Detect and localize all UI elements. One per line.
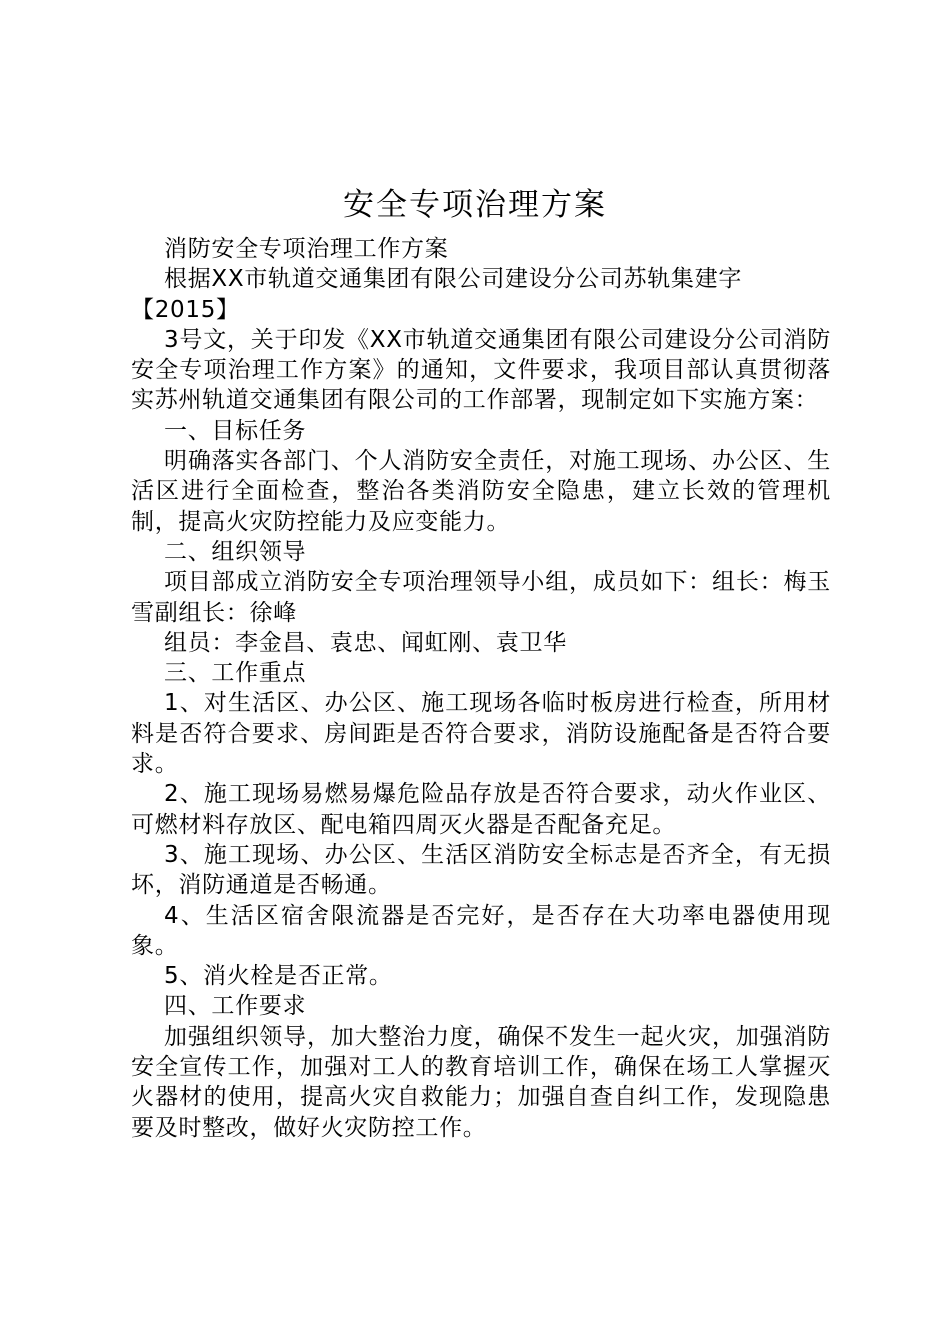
section-heading-requirements: 四、工作要求 bbox=[164, 993, 307, 1020]
list-item: 5、消火栓是否正常。 bbox=[164, 963, 393, 990]
list-item: 2、施工现场易燃易爆危险品存放是否符合要求，动火作业区、可燃材料存放区、配电箱四周灭火器是否配备充足。 bbox=[131, 781, 831, 838]
paragraph-heading: 消防安全专项治理工作方案 bbox=[164, 236, 449, 262]
list-item: 4、生活区宿舍限流器是否完好，是否存在大功率电器使用现象。 bbox=[131, 902, 831, 959]
section-heading-organization: 二、组织领导 bbox=[164, 538, 307, 565]
paragraph: 根据XX市轨道交通集团有限公司建设分公司苏轨集建字 bbox=[164, 266, 743, 293]
paragraph: 明确落实各部门、个人消防安全责任，对施工现场、办公区、生活区进行全面检查，整治各类消防安全隐患，建立长效的管理机制，提高火灾防控能力及应变能力。 bbox=[131, 448, 831, 535]
paragraph: 项目部成立消防安全专项治理领导小组，成员如下：组长：梅玉雪副组长：徐峰 bbox=[131, 569, 831, 626]
list-item: 1、对生活区、办公区、施工现场各临时板房进行检查，所用材料是否符合要求、房间距是否符合要求，消防设施配备是否符合要求。 bbox=[131, 690, 831, 778]
section-heading-goals: 一、目标任务 bbox=[164, 417, 307, 444]
paragraph: 加强组织领导，加大整治力度，确保不发生一起火灾，加强消防安全宣传工作，加强对工人的教育培训工作，确保在场工人掌握灭火器材的使用，提高火灾自救能力；加强自查自纠工作，发现隐患要及时整改，做好火灾防控工作。 bbox=[131, 1023, 831, 1141]
paragraph: 【2015】 bbox=[131, 296, 240, 323]
section-heading-focus: 三、工作重点 bbox=[164, 660, 307, 687]
paragraph: 3号文，关于印发《XX市轨道交通集团有限公司建设分公司消防安全专项治理工作方案》的通知，文件要求，我项目部认真贯彻落实苏州轨道交通集团有限公司的工作部署，现制定如下实施方案： bbox=[131, 326, 831, 414]
document-body bbox=[131, 234, 831, 1143]
document-title: 安全专项治理方案 bbox=[343, 187, 607, 223]
paragraph: 组员：李金昌、袁忠、闻虹刚、袁卫华 bbox=[164, 629, 567, 656]
list-item: 3、施工现场、办公区、生活区消防安全标志是否齐全，有无损坏，消防通道是否畅通。 bbox=[131, 841, 831, 899]
